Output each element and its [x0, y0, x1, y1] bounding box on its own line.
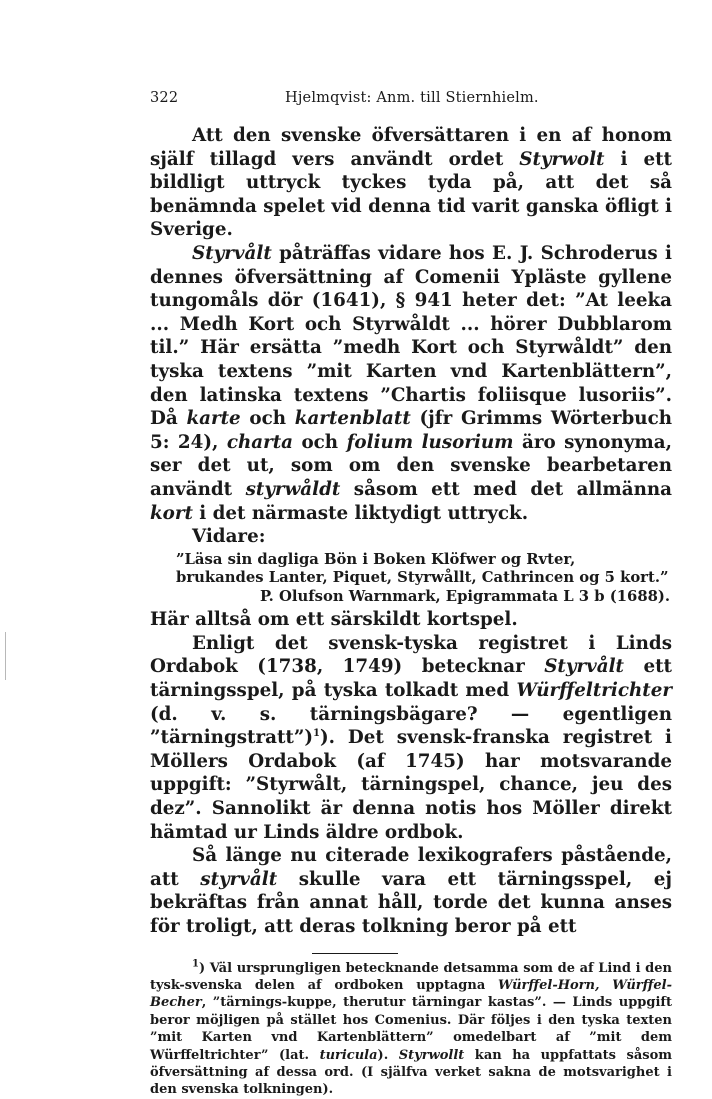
- page-number: 322: [150, 90, 179, 106]
- paragraph: Här alltså om ett särskildt kortspel.: [150, 609, 518, 631]
- footnote-rule: [312, 953, 398, 954]
- quote-line: brukandes Lanter, Piquet, Styrwållt, Cathrincen og 5 kort.”: [176, 569, 669, 587]
- footnote-marker: 1: [313, 728, 320, 740]
- block-quote: [176, 551, 672, 607]
- footnote-marker: 1: [192, 958, 199, 970]
- paragraph: Enligt det svensk-tyska registret i Linds Ordabok (1738, 1749) betecknar Styrvålt ett tärningsspel, på tyska tolkadt med Würffeltrichter (d. v. s. tärningsbägare? — egentligen ”tärningstratt”)$^1$). Det svensk-franska registret i Möllers Ordabok (af 1745) har motsvarande uppgift: ”Styrwålt, tärningspel, chance, jeu des dez”. Sannolikt är denna notis hos Möller direkt hämtad ur Linds äldre ordbok.: [150, 632, 672, 843]
- paragraph: Att den svenske öfversättaren i en af honom själf tillagd vers användt ordet Styrwolt i ett bildligt uttryck tyckes tyda på, att det så benämnda spelet vid denna tid varit ganska öfligt i Sverige.: [150, 125, 672, 241]
- running-header: [150, 90, 672, 112]
- emphasis-text: styrwåldt: [245, 478, 341, 500]
- emphasis-text: Styrwollt: [398, 1047, 465, 1063]
- footnote: $^1$) Väl ursprungligen betecknande detsamma som de af Lind i den tysk-svenska delen af ordboken upptagna Würffel-Horn, Würffel-Becher, ”tärnings-kuppe, therutur tärningar kastas”. — Linds uppgift beror möjligen på stället hos Comenius. Där följes i den tyska texten ”mit Karten vnd Kartenblättern” omedelbart af ”mit dem Würffeltrichter” (lat. turicula). Styrwollt kan ha uppfattats såsom öfversättning af dessa ord. (I själfva verket sakna de motsvarighet i den svenska tolkningen).: [150, 958, 672, 1098]
- emphasis-text: folium lusorium: [346, 431, 514, 453]
- emphasis-text: Würffel-Horn, Würffel-Becher: [150, 977, 672, 1011]
- quote-source: P. Olufson Warnmark, Epigrammata L 3 b (1688).: [260, 587, 671, 605]
- emphasis-text: styrvålt: [200, 868, 278, 890]
- emphasis-text: kort: [150, 502, 193, 524]
- quote-line: ”Läsa sin dagliga Bön i Boken Klöfwer og Rvter,: [176, 550, 576, 568]
- emphasis-text: Würffeltrichter: [516, 679, 672, 701]
- paragraph: Vidare:: [192, 526, 266, 548]
- emphasis-text: karte: [186, 408, 241, 430]
- emphasis-text: turicula: [319, 1047, 378, 1063]
- paragraph: Styrvålt påträffas vidare hos E. J. Schroderus i dennes öfversättning af Comenii Ypläste gyllene tungomåls dör (1641), § 941 heter det: ”At leeka ... Medh Kort och Styrwåldt ... hörer Dubblarom til.” Här ersätta ”medh Kort och Styrwåldt” den tyska textens ”mit Karten vnd Kartenblättern”, den latinska textens ”Chartis foliisque lusoriis”. Då karte och kartenblatt (jfr Grimms Wörterbuch 5: 24), charta och folium lusorium äro synonyma, ser det ut, som om den svenske bearbetaren användt styrwåldt såsom ett med det allmänna kort i det närmaste liktydigt uttryck.: [150, 242, 672, 524]
- running-title: Hjelmqvist: Anm. till Stiernhielm.: [285, 90, 539, 106]
- emphasis-text: Styrvålt: [544, 656, 624, 678]
- emphasis-text: Styrvålt: [192, 242, 272, 264]
- emphasis-text: charta: [226, 431, 294, 453]
- emphasis-text: Styrwolt: [519, 148, 605, 170]
- body-text: [150, 124, 672, 939]
- paragraph: Så länge nu citerade lexikografers påstående, att styrvålt skulle vara ett tärningsspel, ej bekräftas från annat håll, torde det kunna anses för troligt, att deras tolkning beror på ett: [150, 845, 672, 937]
- book-page: [150, 90, 672, 1099]
- emphasis-text: kartenblatt: [294, 408, 411, 430]
- margin-mark: [5, 632, 6, 680]
